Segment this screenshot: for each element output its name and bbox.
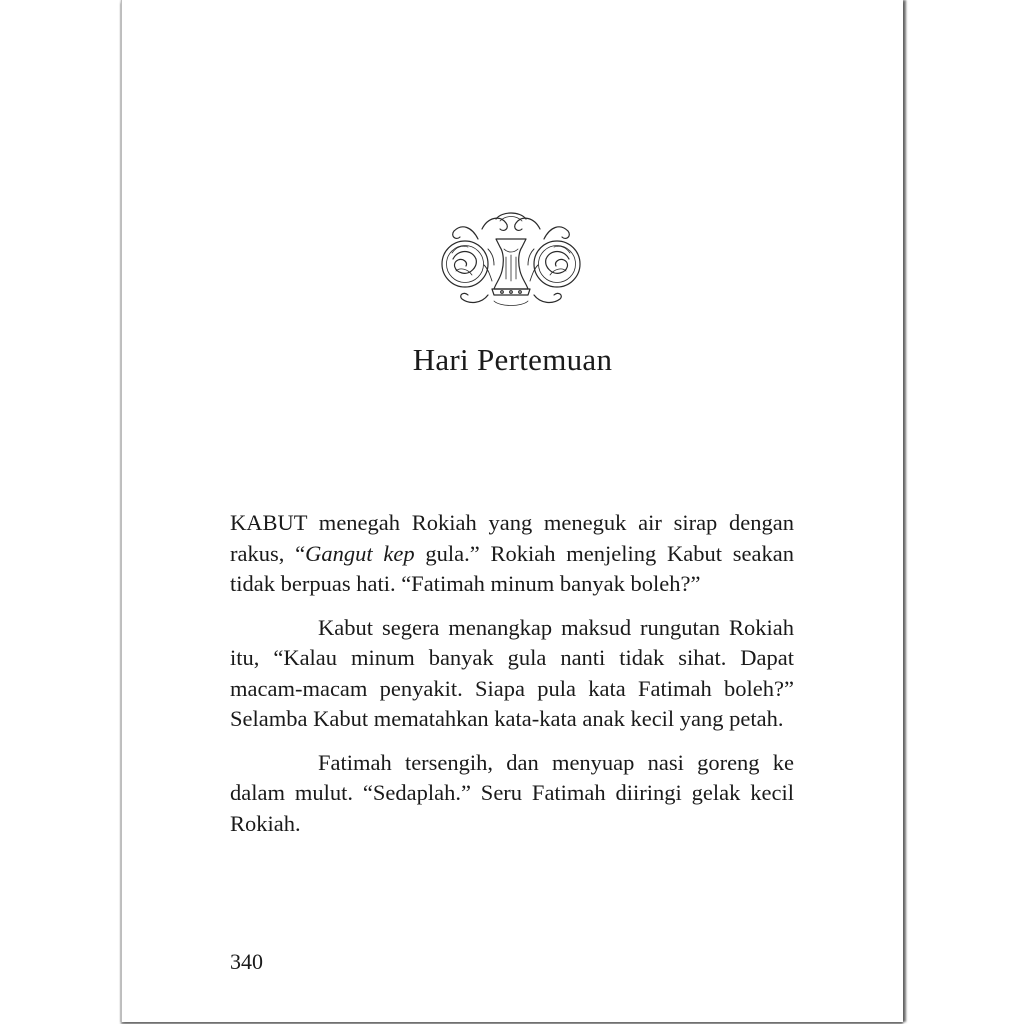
floral-vase-icon [438, 209, 584, 309]
chapter-title: Hari Pertemuan [412, 342, 613, 377]
book-page [121, 0, 903, 1022]
text-run: Kabut segera menangkap maksud rungutan Rokiah itu, “Kalau minum banyak gula nanti tidak sihat. Dapat macam-macam penyakit. Siapa pula kata Fatimah boleh?” Selamba Kabut mematahkan kata-kata anak kecil yang petah. [230, 614, 794, 731]
paragraph [230, 508, 794, 600]
italic-run: Gangut kep [305, 540, 415, 566]
paragraph [230, 748, 794, 840]
chapter-body [230, 508, 794, 852]
page-number: 340 [230, 949, 263, 974]
text-run: gula.” Rokiah menjeling Kabut seakan tidak berpuas hati. “Fatimah minum banyak boleh?” [230, 540, 794, 596]
text-run: KABUT menegah Rokiah yang meneguk air sirap dengan rakus, “ [230, 510, 794, 566]
text-run: Fatimah tersengih, dan menyuap nasi goreng ke dalam mulut. “Sedaplah.” Seru Fatimah diiringi gelak kecil Rokiah. [230, 749, 794, 836]
paragraph [230, 613, 794, 735]
